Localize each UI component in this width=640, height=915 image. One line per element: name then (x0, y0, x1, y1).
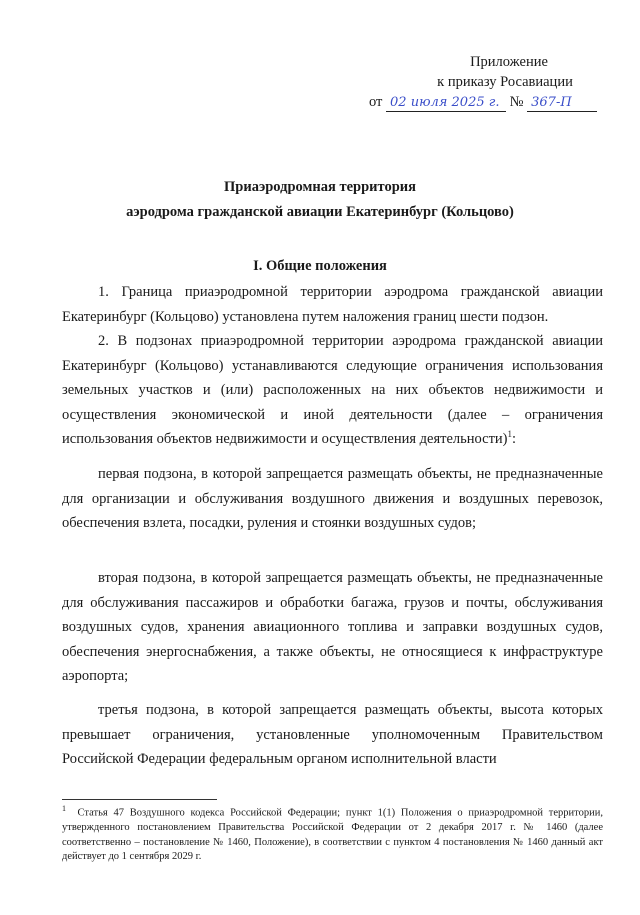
footnote-ref: 1 (507, 429, 512, 440)
paragraph-2 (62, 329, 603, 452)
subzone-2-text: вторая подзона, в которой запрещается размещать объекты, не предназначенные для обслуживания пассажиров и обработки багажа, грузов и почты, обслуживания воздушных судов, хранения авиационного топлива и заправки воздушных судов, обеспечения энергоснабжения, а также объекты, не относящиеся к инфраструктуре аэропорта; (62, 570, 603, 684)
number-label: № (509, 94, 524, 110)
footnote-text: Статья 47 Воздушного кодекса Российской Федерации; пункт 1(1) Положения о приаэродромной территории, утвержденного постановлением Правительства Российской Федерации от 2 декабря 2017 г. № 1460 (далее соответственно – постановление № 1460, Положение), в соответствии с пунктом 4 постановления № 1460 данный акт действует до 1 сентября 2029 г. (62, 807, 603, 862)
document-title-line1: Приаэродромная территория (224, 179, 416, 195)
from-label: от (369, 94, 383, 110)
subzone-1 (62, 462, 603, 536)
paragraph-1 (62, 280, 603, 329)
subzone-2 (62, 566, 603, 689)
appendix-label: Приложение (470, 54, 548, 70)
footnote-marker: 1 (62, 804, 66, 813)
footnote (62, 802, 603, 865)
document-title-line2: аэродрома гражданской авиации Екатеринбург (Кольцово) (126, 204, 514, 220)
appendix-header (369, 52, 630, 112)
subzone-3 (62, 698, 603, 772)
paragraph-1-text: 1. Граница приаэродромной территории аэродрома гражданской авиации Екатеринбург (Кольцово) установлена путем наложения границ шести подзон. (62, 284, 603, 325)
order-reference: к приказу Росавиации (437, 74, 573, 90)
footnote-divider (62, 799, 217, 800)
subzone-3-text: третья подзона, в которой запрещается размещать объекты, высота которых превышает ограничения, установленные уполномоченным Правительством Российской Федерации федеральным органом исполнительной власти (62, 702, 603, 767)
section-heading: I. Общие положения (253, 258, 387, 274)
subzone-1-text: первая подзона, в которой запрещается размещать объекты, не предназначенные для организации и обслуживания воздушного движения и воздушных перевозок, обеспечения взлета, посадки, руления и стоянки воздушных судов; (62, 466, 603, 531)
order-date-number-line (369, 92, 630, 112)
paragraph-2-text: 2. В подзонах приаэродромной территории аэродрома гражданской авиации Екатеринбург (Кольцово) устанавливаются следующие ограничения использования земельных участков и (или) расположенных на них объектов недвижимости и осуществления экономической и иной деятельности (далее – ограничения использования объектов недвижимости и осуществления деятельности) (62, 333, 603, 447)
paragraph-2-end: : (512, 431, 517, 447)
handwritten-date: 02 июля 2025 г. (386, 94, 506, 112)
handwritten-number: 367-П (527, 94, 597, 112)
